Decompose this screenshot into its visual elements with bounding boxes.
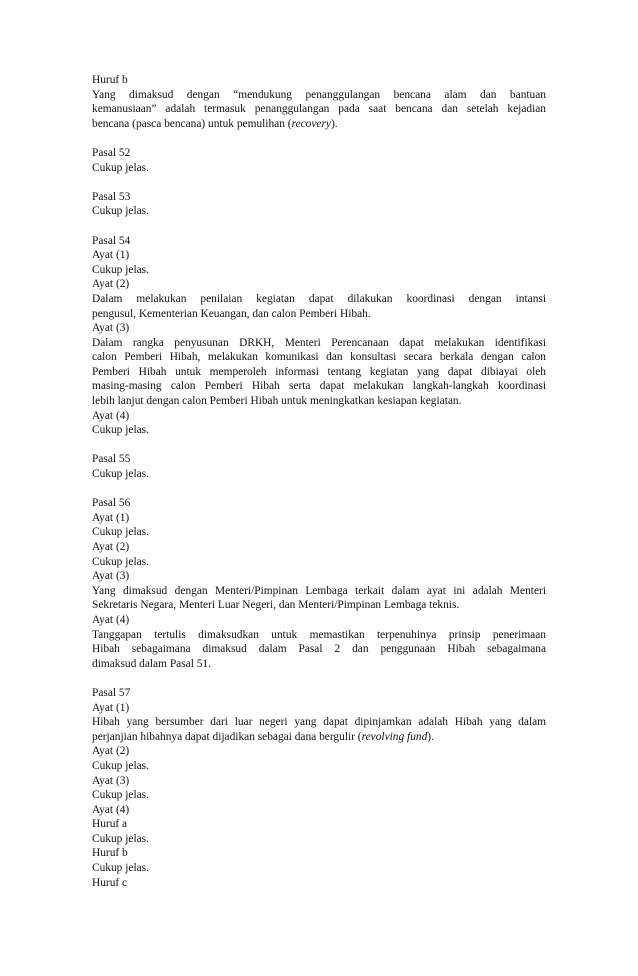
paragraph-line: kemanusiaan” adalah termasuk penanggulangan pada saat bencana dan setelah kejadian <box>92 103 546 116</box>
heading-pasal-57: Pasal 57 <box>92 686 131 699</box>
paragraph-line: Cukup jelas. <box>92 759 149 772</box>
heading-pasal-54: Pasal 54 <box>92 234 131 247</box>
italic-term: revolving fund <box>361 730 428 743</box>
heading-pasal-53: Pasal 53 <box>92 190 131 203</box>
paragraph-line <box>92 730 546 745</box>
heading-ayat: Ayat (4) <box>92 613 130 626</box>
paragraph-line: Yang dimaksud dengan Menteri/Pimpinan Lembaga terkait dalam ayat ini adalah Menteri <box>92 584 546 597</box>
heading-ayat: Ayat (1) <box>92 511 130 524</box>
paragraph-line: Cukup jelas. <box>92 862 149 875</box>
paragraph-line: Tanggapan tertulis dimaksudkan untuk memastikan terpenuhinya prinsip penerimaan <box>92 628 546 641</box>
heading-ayat: Ayat (4) <box>92 803 130 816</box>
heading-ayat: Ayat (1) <box>92 701 130 714</box>
paragraph-line: Cukup jelas. <box>92 526 149 539</box>
heading-pasal-52: Pasal 52 <box>92 146 131 159</box>
paragraph-line <box>92 117 546 132</box>
paragraph-line: Sekretaris Negara, Menteri Luar Negeri, dan Menteri/Pimpinan Lembaga teknis. <box>92 599 460 612</box>
paragraph-line: Hibah yang bersumber dari luar negeri yang dapat dipinjamkan adalah Hibah yang dalam <box>92 716 546 729</box>
paragraph-line: calon Pemberi Hibah, melakukan komunikasi dan konsultasi secara berkala dengan calon <box>92 351 546 364</box>
paragraph-line: Cukup jelas. <box>92 555 149 568</box>
paragraph-line: Cukup jelas. <box>92 263 149 276</box>
heading-ayat: Ayat (2) <box>92 745 130 758</box>
heading-pasal-55: Pasal 55 <box>92 453 131 466</box>
paragraph-line: Dalam melakukan penilaian kegiatan dapat dilakukan koordinasi dengan intansi <box>92 292 546 305</box>
heading-ayat: Ayat (3) <box>92 570 130 583</box>
heading-ayat: Ayat (2) <box>92 541 130 553</box>
paragraph-line: Pemberi Hibah untuk memperoleh informasi tentang kegiatan yang dapat dibiayai oleh <box>92 365 546 378</box>
paragraph-line: Cukup jelas. <box>92 832 149 845</box>
paragraph-line: Cukup jelas. <box>92 205 149 218</box>
heading-ayat: Ayat (3) <box>92 322 130 335</box>
heading-huruf: Huruf c <box>92 876 128 889</box>
heading-ayat: Ayat (3) <box>92 774 130 787</box>
document-page <box>92 73 546 890</box>
paragraph-line: Cukup jelas. <box>92 161 149 174</box>
heading-huruf-b: Huruf b <box>92 74 128 86</box>
heading-huruf: Huruf b <box>92 847 128 860</box>
heading-ayat: Ayat (4) <box>92 409 130 422</box>
paragraph-line: Cukup jelas. <box>92 789 149 802</box>
text-segment: bencana (pasca bencana) untuk pemulihan ( <box>92 117 292 130</box>
paragraph-line: dimaksud dalam Pasal 51. <box>92 657 211 670</box>
text-segment: ). <box>330 117 338 130</box>
text-segment: ). <box>427 730 434 743</box>
paragraph-line: pengusul, Kementerian Keuangan, dan calon Pemberi Hibah. <box>92 307 371 320</box>
italic-term: recovery <box>291 117 331 130</box>
heading-ayat: Ayat (1) <box>92 249 130 262</box>
heading-pasal-56: Pasal 56 <box>92 497 131 510</box>
heading-huruf: Huruf a <box>92 818 128 831</box>
text-segment: perjanjian hibahnya dapat dijadikan sebagai dana bergulir ( <box>92 730 362 743</box>
paragraph-line: Cukup jelas. <box>92 424 149 437</box>
paragraph-line: Dalam rangka penyusunan DRKH, Menteri Perencanaan dapat melakukan identifikasi <box>92 336 546 349</box>
paragraph-line: Yang dimaksud dengan “mendukung penanggulangan bencana alam dan bantuan <box>92 88 546 101</box>
paragraph-line: Hibah sebagaimana dimaksud dalam Pasal 2 dan penggunaan Hibah sebagaimana <box>92 643 546 656</box>
heading-ayat: Ayat (2) <box>92 278 130 291</box>
paragraph-line: masing-masing calon Pemberi Hibah serta dapat melakukan langkah-langkah koordinasi <box>92 380 546 393</box>
paragraph-line: Cukup jelas. <box>92 468 149 481</box>
paragraph-line: lebih lanjut dengan calon Pemberi Hibah untuk meningkatkan kesiapan kegiatan. <box>92 395 462 408</box>
